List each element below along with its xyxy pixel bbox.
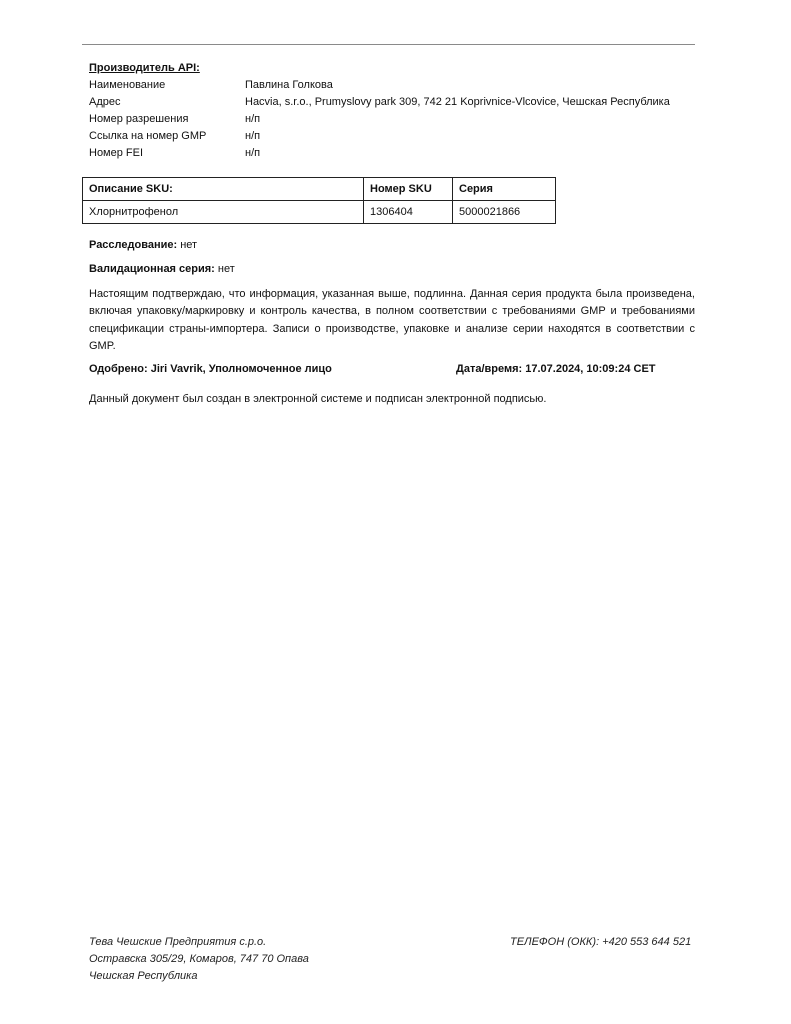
validation-batch-value: нет: [217, 263, 235, 275]
top-divider: [82, 44, 695, 45]
footer-company-block: [89, 934, 309, 985]
field-value: н/п: [245, 113, 261, 125]
column-header-batch: Серия: [453, 178, 556, 201]
table-row: [83, 201, 556, 224]
approval-datetime: Дата/время: 17.07.2024, 10:09:24 CET: [456, 363, 656, 375]
field-label: Ссылка на номер GMP: [89, 130, 207, 142]
field-row-name: [89, 79, 699, 96]
investigation-label: Расследование:: [89, 239, 178, 251]
table-cell: Хлорнитрофенол: [83, 201, 364, 224]
approved-by: Одобрено: Jiri Vavrik, Уполномоченное лицо: [89, 363, 332, 375]
footer-company-name: Тева Чешские Предприятия с.р.о.: [89, 936, 267, 948]
api-manufacturer-heading: Производитель API:: [89, 62, 200, 74]
footer-address-line1: Остравска 305/29, Комаров, 747 70 Опава: [89, 953, 309, 965]
field-label: Номер FEI: [89, 147, 144, 159]
field-row-address: [89, 96, 699, 113]
table-cell: 1306404: [364, 201, 453, 224]
sku-table: [82, 177, 556, 224]
field-row-fei-number: [89, 147, 699, 164]
electronic-signature-note: Данный документ был создан в электронной системе и подписан электронной подписью.: [89, 393, 547, 405]
field-value: н/п: [245, 130, 261, 142]
footer-phone: ТЕЛЕФОН (ОКК): +420 553 644 521: [510, 936, 692, 948]
field-row-gmp-reference: [89, 130, 699, 147]
field-row-license-number: [89, 113, 699, 130]
column-header-sku-number: Номер SKU: [364, 178, 453, 201]
field-label: Адрес: [89, 96, 121, 108]
investigation-line: [89, 239, 197, 251]
field-value: Павлина Голкова: [245, 79, 333, 91]
table-cell: 5000021866: [453, 201, 556, 224]
validation-batch-line: [89, 263, 235, 275]
field-label: Номер разрешения: [89, 113, 189, 125]
footer-address-line2: Чешская Республика: [89, 970, 198, 982]
column-header-sku-description: Описание SKU:: [83, 178, 364, 201]
field-label: Наименование: [89, 79, 166, 91]
investigation-value: нет: [180, 239, 198, 251]
field-value: н/п: [245, 147, 261, 159]
validation-batch-label: Валидационная серия:: [89, 263, 215, 275]
table-header-row: [83, 178, 556, 201]
certification-paragraph: Настоящим подтверждаю, что информация, указанная выше, подлинна. Данная серия продукта была произведена, включая упаковку/маркировку и контроль качества, в полном соответствии с требованиями GMP и требованиями спецификации страны-импортера. Записи о производстве, упаковке и анализе серии находятся в соответствии с GMP.: [89, 288, 695, 352]
field-value: Hacvia, s.r.o., Prumyslovy park 309, 742 21 Koprivnice-Vlcovice, Чешская Республика: [245, 96, 670, 108]
